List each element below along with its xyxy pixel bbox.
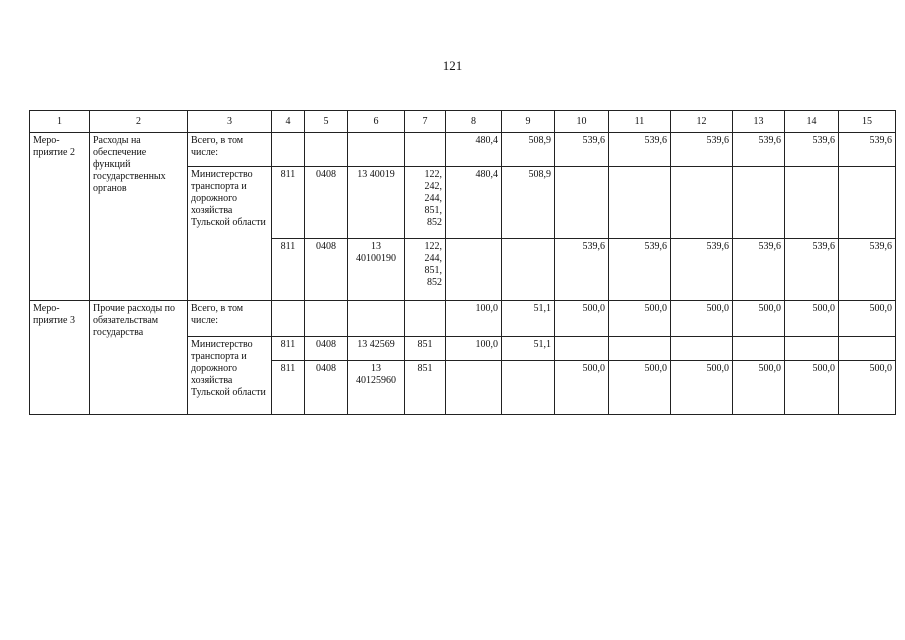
value-cell: 500,0 — [839, 301, 896, 337]
grbs-code: 811 — [272, 167, 305, 239]
value-cell: 100,0 — [446, 301, 502, 337]
cell — [785, 337, 839, 361]
header-cell: 15 — [839, 111, 896, 133]
event-description: Расходы на обеспечение функций государственных органов — [90, 133, 188, 301]
expense-type-code: 851 — [405, 337, 446, 361]
value-cell: 539,6 — [733, 239, 785, 301]
header-cell: 10 — [555, 111, 609, 133]
value-cell: 500,0 — [609, 301, 671, 337]
value-cell: 500,0 — [555, 301, 609, 337]
value-cell: 539,6 — [671, 239, 733, 301]
cell — [348, 301, 405, 337]
cell — [348, 133, 405, 167]
expense-type-code: 122, 244, 851, 852 — [405, 239, 446, 301]
ministry-name: Министерство транспорта и дорожного хозяйства Тульской области — [188, 167, 272, 301]
value-cell: 539,6 — [839, 239, 896, 301]
cell — [839, 337, 896, 361]
cell — [446, 361, 502, 415]
value-cell: 500,0 — [733, 361, 785, 415]
header-cell: 4 — [272, 111, 305, 133]
target-code: 13 42569 — [348, 337, 405, 361]
section-code: 0408 — [305, 167, 348, 239]
header-cell: 7 — [405, 111, 446, 133]
header-row — [30, 111, 896, 133]
value-cell: 480,4 — [446, 167, 502, 239]
cell — [609, 337, 671, 361]
grbs-code: 811 — [272, 361, 305, 415]
value-cell: 500,0 — [555, 361, 609, 415]
value-cell: 539,6 — [785, 133, 839, 167]
event-name: Меро- приятие 2 — [30, 133, 90, 301]
header-cell: 5 — [305, 111, 348, 133]
header-cell: 1 — [30, 111, 90, 133]
expense-type-code: 122, 242, 244, 851, 852 — [405, 167, 446, 239]
value-cell: 500,0 — [785, 301, 839, 337]
header-cell: 9 — [502, 111, 555, 133]
value-cell: 508,9 — [502, 133, 555, 167]
header-cell: 13 — [733, 111, 785, 133]
target-code: 13 40100190 — [348, 239, 405, 301]
value-cell: 500,0 — [733, 301, 785, 337]
total-label: Всего, в том числе: — [188, 301, 272, 337]
value-cell: 51,1 — [502, 337, 555, 361]
value-cell: 500,0 — [671, 301, 733, 337]
section-code: 0408 — [305, 239, 348, 301]
header-cell: 11 — [609, 111, 671, 133]
page-number: 121 — [442, 58, 463, 73]
value-cell: 500,0 — [609, 361, 671, 415]
grbs-code: 811 — [272, 239, 305, 301]
cell — [671, 337, 733, 361]
value-cell: 500,0 — [839, 361, 896, 415]
total-label: Всего, в том числе: — [188, 133, 272, 167]
cell — [305, 301, 348, 337]
section-code: 0408 — [305, 361, 348, 415]
header-cell: 2 — [90, 111, 188, 133]
cell — [405, 301, 446, 337]
cell — [839, 167, 896, 239]
value-cell: 500,0 — [671, 361, 733, 415]
table-row — [30, 133, 896, 167]
ministry-name: Министерство транспорта и дорожного хозяйства Тульской области — [188, 337, 272, 415]
value-cell: 539,6 — [555, 239, 609, 301]
cell — [502, 239, 555, 301]
value-cell: 539,6 — [609, 133, 671, 167]
header-cell: 6 — [348, 111, 405, 133]
value-cell: 539,6 — [671, 133, 733, 167]
cell — [272, 133, 305, 167]
value-cell: 539,6 — [555, 133, 609, 167]
event-description: Прочие расходы по обязательствам государства — [90, 301, 188, 415]
cell — [785, 167, 839, 239]
event-name: Меро- приятие 3 — [30, 301, 90, 415]
target-code: 13 40019 — [348, 167, 405, 239]
table-row — [30, 301, 896, 337]
cell — [733, 337, 785, 361]
header-cell: 8 — [446, 111, 502, 133]
value-cell: 51,1 — [502, 301, 555, 337]
value-cell: 500,0 — [785, 361, 839, 415]
section-code: 0408 — [305, 337, 348, 361]
cell — [502, 361, 555, 415]
cell — [609, 167, 671, 239]
grbs-code: 811 — [272, 337, 305, 361]
cell — [671, 167, 733, 239]
cell — [446, 239, 502, 301]
budget-table — [29, 110, 896, 415]
expense-type-code: 851 — [405, 361, 446, 415]
cell — [733, 167, 785, 239]
header-cell: 12 — [671, 111, 733, 133]
target-code: 13 40125960 — [348, 361, 405, 415]
cell — [555, 337, 609, 361]
cell — [272, 301, 305, 337]
cell — [555, 167, 609, 239]
header-cell: 3 — [188, 111, 272, 133]
value-cell: 539,6 — [609, 239, 671, 301]
value-cell: 508,9 — [502, 167, 555, 239]
value-cell: 539,6 — [785, 239, 839, 301]
cell — [405, 133, 446, 167]
value-cell: 100,0 — [446, 337, 502, 361]
header-cell: 14 — [785, 111, 839, 133]
cell — [305, 133, 348, 167]
value-cell: 539,6 — [839, 133, 896, 167]
value-cell: 480,4 — [446, 133, 502, 167]
value-cell: 539,6 — [733, 133, 785, 167]
